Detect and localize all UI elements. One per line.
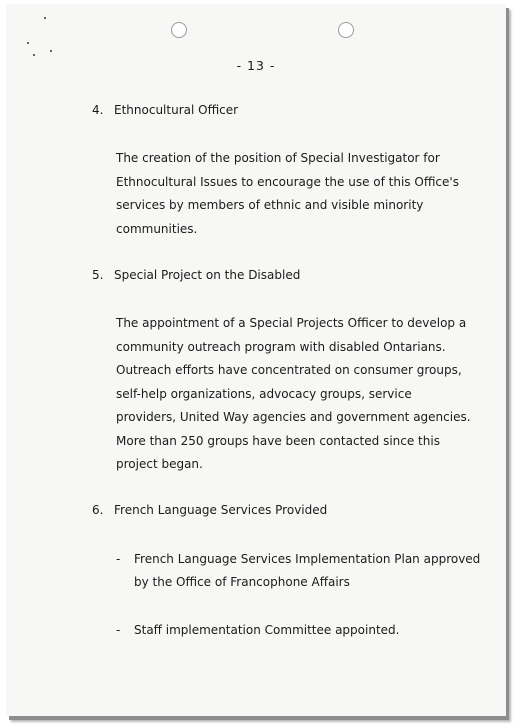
item-4-heading — [92, 103, 238, 117]
bullet-line: Staff implementation Committee appointed. — [134, 623, 400, 637]
item-title: French Language Services Provided — [114, 503, 328, 517]
item-title: Special Project on the Disabled — [114, 268, 301, 282]
bullet-text — [134, 619, 399, 642]
dash-bullet: - — [116, 552, 121, 566]
paragraph-line: More than 250 groups have been contacted since this — [116, 433, 440, 448]
bullet-line: French Language Services Implementation Plan approved — [134, 552, 481, 566]
item-title: Ethnocultural Officer — [114, 103, 239, 117]
item-number: 5. — [92, 268, 104, 282]
item-5-heading — [92, 268, 300, 282]
paragraph-line: The creation of the position of Special Investigator for — [116, 151, 440, 165]
item-4-paragraph — [116, 147, 466, 241]
item-6-heading — [92, 503, 327, 517]
bullet-line: by the Office of Francophone Affairs — [134, 575, 350, 589]
paragraph-line: project began. — [116, 457, 203, 471]
dash-bullet: - — [116, 623, 121, 637]
paragraph-line: services by members of ethnic and visible minority — [116, 198, 424, 212]
item-number: 6. — [92, 503, 104, 517]
scan-speck — [44, 17, 46, 19]
page-number: - 13 - — [236, 58, 276, 73]
paragraph-line: self-help organizations, advocacy groups, service — [116, 386, 412, 401]
paragraph-line: communities. — [116, 221, 198, 236]
punch-hole-left — [171, 22, 187, 38]
paragraph-line: The appointment of a Special Projects Officer to develop a — [116, 316, 467, 330]
item-number: 4. — [92, 103, 104, 117]
bullet-text — [134, 548, 480, 594]
punch-hole-right — [338, 22, 354, 38]
paragraph-line: community outreach program with disabled Ontarians. — [116, 339, 446, 354]
paragraph-line: Outreach efforts have concentrated on consumer groups, — [116, 363, 462, 377]
scan-speck — [33, 54, 35, 56]
scan-speck — [50, 50, 52, 52]
paragraph-line: providers, United Way agencies and government agencies. — [116, 410, 471, 424]
document-page — [6, 4, 506, 716]
paragraph-line: Ethnocultural Issues to encourage the use of this Office's — [116, 174, 459, 189]
scan-speck — [27, 42, 29, 44]
item-5-paragraph — [116, 312, 471, 477]
